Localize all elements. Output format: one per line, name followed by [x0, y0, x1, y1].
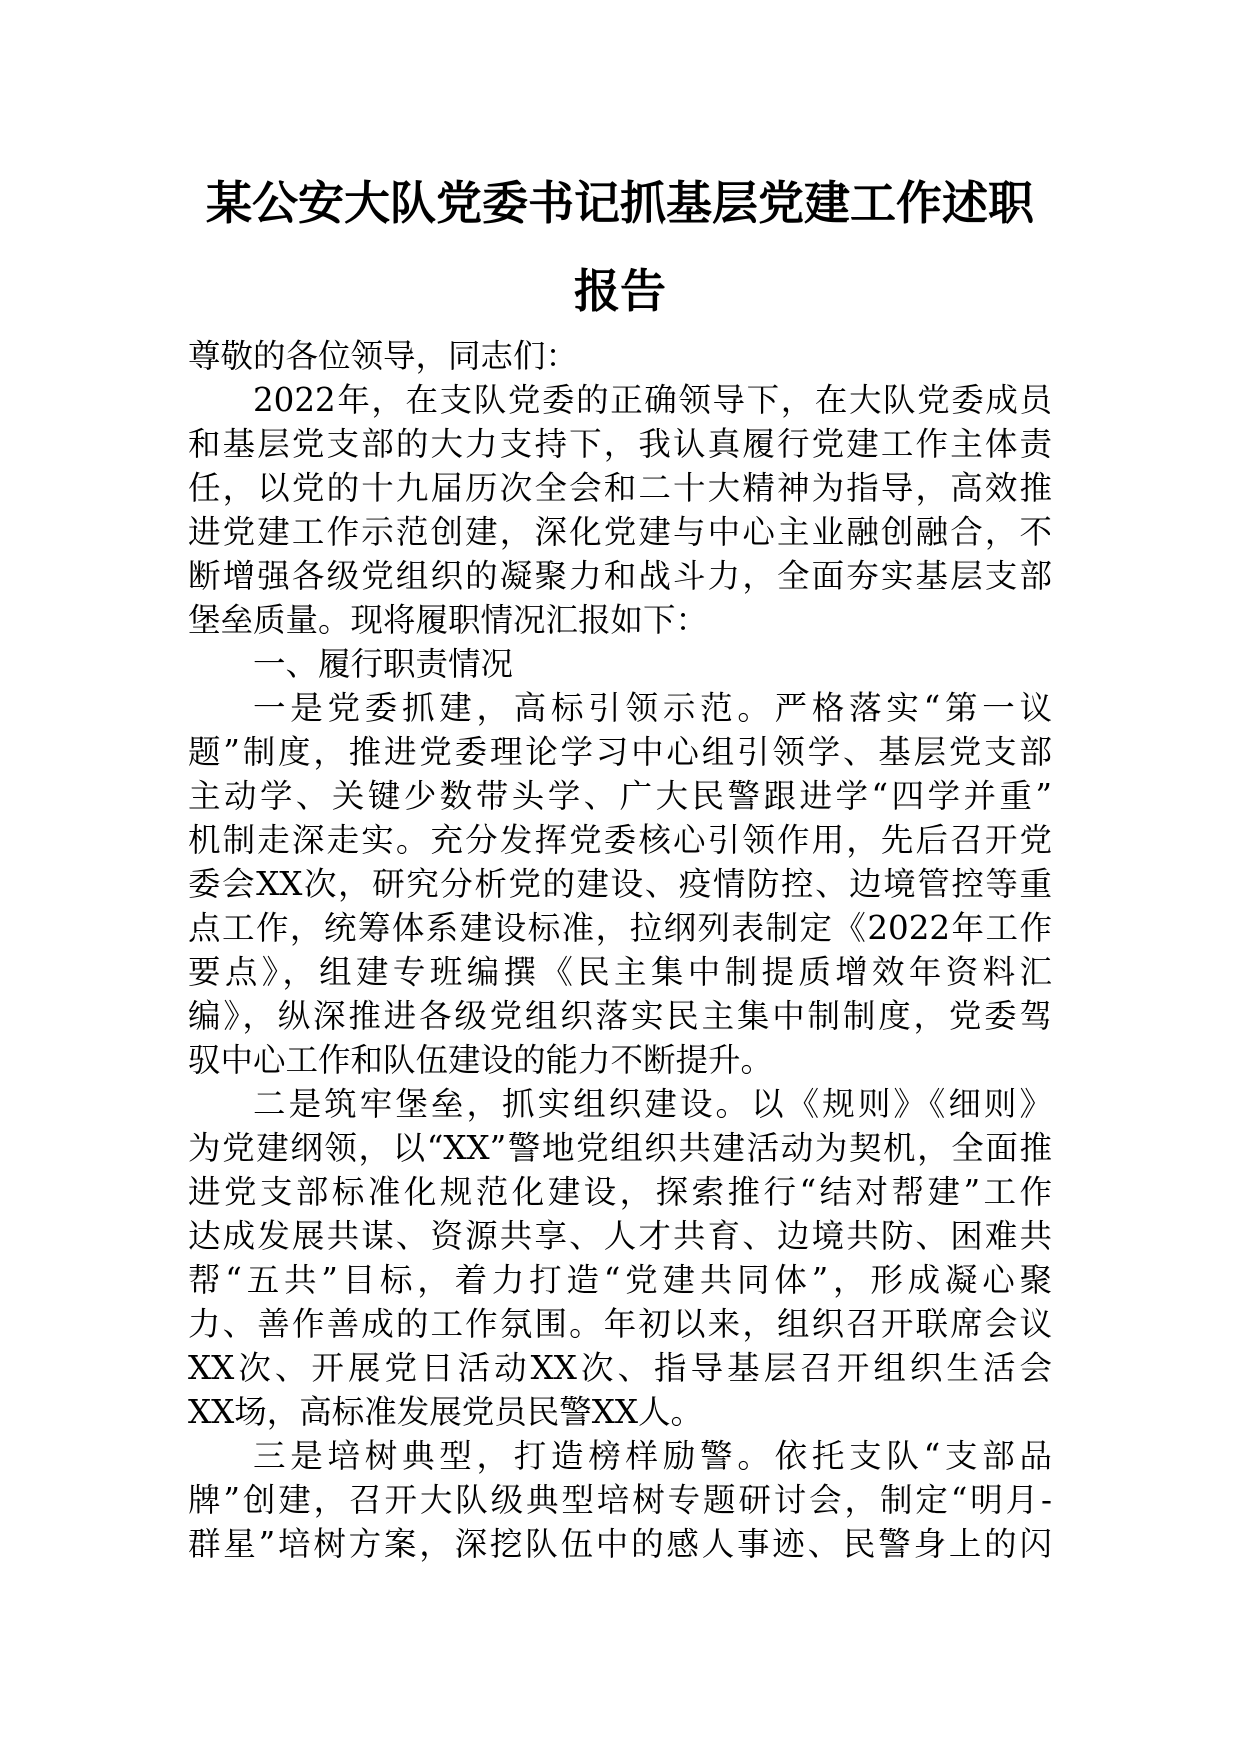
body-line: 2022年，在支队党委的正确领导下，在大队党委成员 [253, 381, 1052, 419]
body-line: XX次、开展党日活动XX次、指导基层召开组织生活会 [188, 1349, 1052, 1387]
section-heading: 一、履行职责情况 [253, 645, 514, 683]
body-line: 一是党委抓建，高标引领示范。严格落实“第一议 [253, 689, 1052, 727]
body-line: 题”制度，推进党委理论学习中心组引领学、基层党支部 [188, 733, 1052, 771]
body-line: 驭中心工作和队伍建设的能力不断提升。 [188, 1041, 774, 1079]
body-line: 编》，纵深推进各级党组织落实民主集中制制度，党委驾 [188, 997, 1052, 1035]
body-line: 为党建纲领，以“XX”警地党组织共建活动为契机，全面推 [188, 1129, 1052, 1167]
salutation-line: 尊敬的各位领导，同志们： [188, 337, 579, 375]
body-line: 点工作，统筹体系建设标准，拉纲列表制定《2022年工作 [188, 909, 1052, 947]
body-line: 委会XX次，研究分析党的建设、疫情防控、边境管控等重 [188, 865, 1052, 903]
body-line: 要点》，组建专班编撰《民主集中制提质增效年资料汇 [188, 953, 1052, 991]
document-title-line-2: 报告 [574, 264, 666, 318]
body-line: 二是筑牢堡垒，抓实组织建设。以《规则》《细则》 [253, 1085, 1052, 1123]
body-line: 三是培树典型，打造榜样励警。依托支队“支部品 [253, 1437, 1052, 1475]
body-line: 帮“五共”目标，着力打造“党建共同体”，形成凝心聚 [188, 1261, 1052, 1299]
body-line: 断增强各级党组织的凝聚力和战斗力，全面夯实基层支部 [188, 557, 1052, 595]
body-line: 进党支部标准化规范化建设，探索推行“结对帮建”工作 [188, 1173, 1052, 1211]
body-line: 任，以党的十九届历次全会和二十大精神为指导，高效推 [188, 469, 1052, 507]
body-line: 和基层党支部的大力支持下，我认真履行党建工作主体责 [188, 425, 1052, 463]
body-line: 力、善作善成的工作氛围。年初以来，组织召开联席会议 [188, 1305, 1052, 1343]
body-line: 达成发展共谋、资源共享、人才共育、边境共防、困难共 [188, 1217, 1052, 1255]
body-line: 机制走深走实。充分发挥党委核心引领作用，先后召开党 [188, 821, 1052, 859]
body-line: 牌”创建，召开大队级典型培树专题研讨会，制定“明月- [188, 1481, 1052, 1519]
document-title-line-1: 某公安大队党委书记抓基层党建工作述职 [206, 176, 1034, 230]
body-line: 堡垒质量。现将履职情况汇报如下： [188, 601, 709, 639]
body-line: 主动学、关键少数带头学、广大民警跟进学“四学并重” [188, 777, 1052, 815]
body-line: 群星”培树方案，深挖队伍中的感人事迹、民警身上的闪 [188, 1525, 1052, 1563]
body-line: XX场，高标准发展党员民警XX人。 [188, 1393, 704, 1431]
body-line: 进党建工作示范创建，深化党建与中心主业融创融合，不 [188, 513, 1052, 551]
